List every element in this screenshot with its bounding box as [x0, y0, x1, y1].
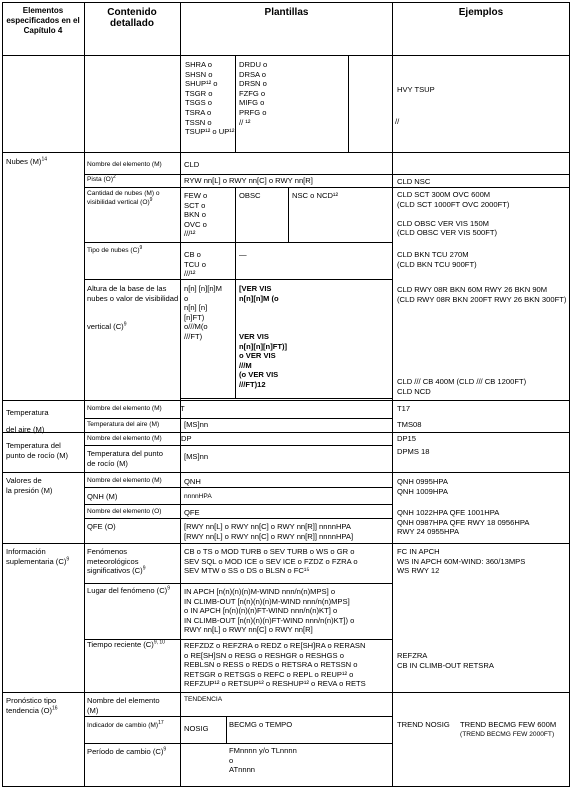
nubes-cantidad-label: Cantidad de nubes (M) o visibilidad vertical $(O)^9$ — [87, 190, 160, 206]
example-slashes: // — [395, 117, 400, 126]
rocio-valor-label: Temperatura del punto de rocío (M) — [87, 449, 163, 468]
trend-periodo-tpl: FMnnnn y/o TLnnnn o ATnnnn — [229, 746, 297, 775]
nubes-altura-ex-top: CLD RWY 08R BKN 60M RWY 26 BKN 90M (CLD RWY 08R BKN 200FT RWY 26 BKN 300FT) — [397, 285, 567, 304]
trend-periodo-label: Período de cambio $(C)^9$ — [87, 746, 167, 756]
temp-nombre-label: Nombre del elemento (M) — [87, 405, 162, 412]
nubes-pista-ex: CLD NSC — [397, 177, 431, 186]
temp-nombre-ex: T17 — [397, 404, 411, 413]
header-contenido: Contenido detallado — [107, 7, 157, 29]
nubes-cantidad-tpl-c: NSC o NCD¹² — [292, 191, 338, 200]
nubes-nombre-tpl: CLD — [184, 160, 200, 169]
info-reciente-tpl: REFZDZ o REFZRA o REDZ o RE[SH]RA o RERASN o RE[SH]SN o RESG o RESHGR o RESHGS o REBLSN o RESS o REDS o RETSRA o RETSSN o RETSGR o RETSGS o REFC o REPL o REUP¹² o REFZUP¹² o RETSUP¹² o RESHUP¹² o REVA o RETS — [184, 641, 366, 689]
presion-qfe-label: QFE (O) — [87, 522, 116, 531]
header-ejemplos: Ejemplos — [458, 7, 504, 18]
nubes-cantidad-ex: CLD SCT 300M OVC 600M (CLD SCT 1000FT OVC 2000FT) CLD OBSC VER VIS 150M (CLD OBSC VER VIS 500FT) — [397, 190, 510, 238]
temp-valor-label: Temperatura del aire (M) — [87, 421, 160, 428]
trend-indicador-tpl-a: NOSIG — [184, 724, 209, 733]
info-reciente-label: Tiempo reciente $(C)^{9, 10}$ — [87, 639, 165, 649]
trend-label: Pronóstico tipo tendencia $(O)^{16}$ — [6, 696, 58, 715]
temp-valor-ex: TMS08 — [397, 420, 422, 429]
nubes-label: Nubes $(M)^{14}$ — [6, 156, 48, 166]
trend-nombre-label: Nombre del elemento (M) — [87, 696, 160, 715]
presion-nombre-tpl: QNH — [184, 477, 201, 486]
rocio-valor-ex: DPMS 18 — [397, 447, 430, 456]
temp-nombre-tpl: T — [180, 404, 185, 413]
presion-qnh-tpl: nnnnHPA — [184, 493, 212, 500]
trend-indicador-label: Indicador de cambio $(M)^{17}$ — [87, 719, 164, 729]
info-lugar-tpl: IN APCH [n(n)(n)(n)M-WIND nnn/n(n)MPS] o IN CLIMB-OUT [n(n)(n)(n)M-WIND nnn/n(n)MPS] o IN APCH [n(n)(n)(n)FT-WIND nnn/n(n)KT] o IN CLIMB-OUT [n(n)(n)(n)FT-WIND nnn/n(n)KT]) o RWY nn[L] o RWY nn[C] o RWY nn[R] — [184, 587, 355, 635]
trend-indicador-ex-b: TREND BECMG FEW 600M — [460, 720, 557, 729]
weather-codes-a: SHRA o SHSN o SHUP¹² o TSGR o TSGS o TSRA o TSSN o TSUP¹² o UP¹² — [185, 60, 235, 137]
info-fenomenos-label: Fenómenos meteorológicos significativos $(C)^9$ — [87, 547, 146, 576]
nubes-nombre-label: Nombre del elemento (M) — [87, 161, 162, 168]
trend-indicador-tpl-b: BECMG o TEMPO — [229, 720, 293, 729]
temp-valor-tpl: [MS]nn — [184, 420, 209, 429]
rocio-nombre-ex: DP15 — [397, 434, 416, 443]
presion-qfe-ex: QNH 1022HPA QFE 1001HPA QNH 0987HPA QFE RWY 18 0956HPA RWY 24 0955HPA — [397, 508, 530, 537]
presion-nombre-label: Nombre del elemento (M) — [87, 477, 162, 484]
nubes-pista-label: Pista $(O)^2$ — [87, 173, 116, 183]
info-reciente-ex: REFZRA CB IN CLIMB-OUT RETSRA — [397, 651, 494, 670]
trend-indicador-ex-c: (TREND BECMG FEW 2000FT) — [460, 731, 555, 738]
nubes-altura-ex-bottom: CLD /// CB 400M (CLD /// CB 1200FT) CLD NCD — [397, 377, 527, 396]
nubes-tipo-label: Tipo de nubes $(C)^9$ — [87, 244, 143, 254]
rocio-nombre-tpl: DP — [181, 434, 192, 443]
nubes-altura-tpl-a: n[n] [n][n]M o n[n] [n] [n]FT) o///M(o ///FT) — [184, 284, 222, 341]
rocio-nombre-label: Nombre del elemento (M) — [87, 435, 162, 442]
presion-nombre-ex: QNH 0995HPA QNH 1009HPA — [397, 477, 448, 496]
nubes-cantidad-tpl-a: FEW o SCT o BKN o OVC o ///¹² — [184, 191, 208, 239]
rocio-valor-tpl: [MS]nn — [184, 452, 209, 461]
weather-codes-b: DRDU o DRSA o DRSN o FZFG o MIFG o PRFG o // ¹² — [239, 60, 268, 127]
nubes-altura-tpl-b: [VER VIS n[n][n]M (o VER VIS n[n][n][n]FT)] o VER VIS ///M (o VER VIS ///FT)12 — [239, 284, 288, 389]
header-elementos: Elementos especificados en el Capítulo 4 — [6, 6, 80, 35]
nubes-tipo-ex: CLD BKN TCU 270M (CLD BKN TCU 900FT) — [397, 250, 477, 269]
rocio-label: Temperatura del punto de rocío (M) — [6, 441, 69, 460]
nubes-cantidad-tpl-b: OBSC — [239, 191, 261, 200]
info-fenomenos-ex: FC IN APCH WS IN APCH 60M-WIND: 360/13MPS WS RWY 12 — [397, 547, 526, 576]
header-plantillas: Plantillas — [264, 7, 309, 18]
nubes-altura-label: Altura de la base de las nubes o valor de visibilidad vertical $(C)^9$ — [87, 284, 179, 332]
info-fenomenos-tpl: CB o TS o MOD TURB o SEV TURB o WS o GR o SEV SQL o MOD ICE o SEV ICE o FZDZ o FZRA o SEV MTW o SS o DS o BLSN o FC¹⁵ — [184, 547, 358, 576]
presion-qfe-tpl: [RWY nn[L] o RWY nn[C] o RWY nn[R]] nnnnHPA [RWY nn[L] o RWY nn[C] o RWY nn[R]] nnnnHPA] — [184, 522, 354, 541]
presion-qnh-label: QNH (M) — [87, 492, 118, 501]
presion-nombre-o-label: Nombre del elemento (O) — [87, 508, 162, 515]
nubes-tipo-tpl-b: — — [239, 250, 247, 259]
temp-label: Temperatura del aire (M) — [6, 408, 49, 434]
presion-label: Valores de la presión (M) — [6, 476, 53, 495]
presion-nombre-o-tpl: QFE — [184, 508, 200, 517]
nubes-tipo-tpl-a: CB o TCU o ///¹² — [184, 250, 206, 279]
trend-indicador-ex-a: TREND NOSIG — [397, 720, 450, 729]
info-label: Información suplementaria $(C)^9$ — [6, 547, 70, 566]
info-lugar-label: Lugar del fenómeno $(C)^9$ — [87, 585, 170, 595]
nubes-pista-tpl: RYW nn[L] o RWY nn[C] o RWY nn[R] — [184, 176, 313, 185]
trend-nombre-tpl: TENDENCIA — [184, 696, 223, 703]
example-hvy-tsup: HVY TSUP — [397, 85, 435, 94]
